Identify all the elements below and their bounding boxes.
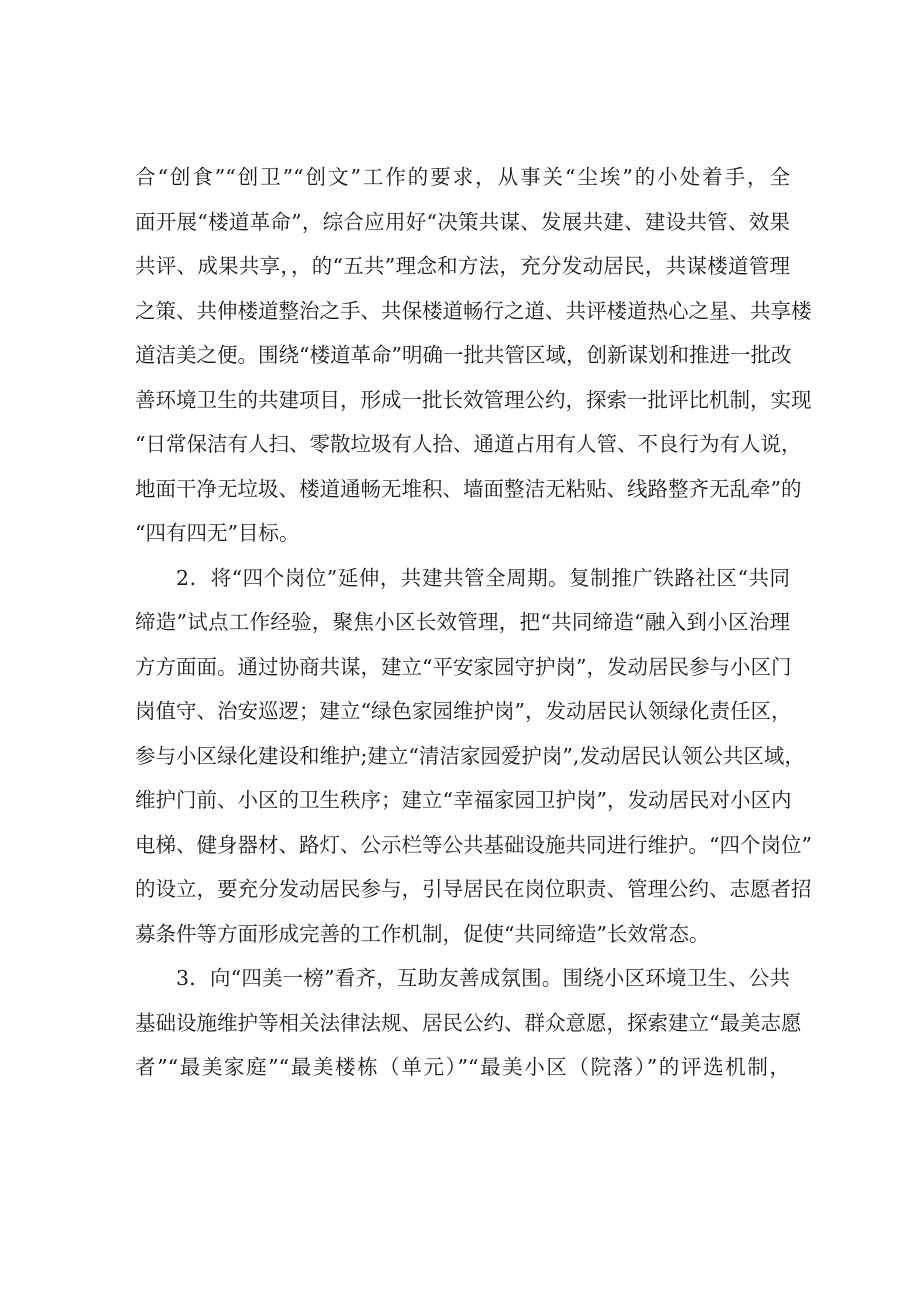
- text-line: 募条件等方面形成完善的工作机制，促使“共同缔造”长效常态。: [135, 921, 710, 946]
- text-line: 的设立，要充分发动居民参与，引导居民在岗位职责、管理公约、志愿者招: [135, 877, 812, 901]
- text-line: 共评、成果共享，，的“五共”理念和方法，充分发动居民，共谋楼道管理: [135, 254, 790, 278]
- text-line: 参与小区绿化建设和维护;建立“清洁家园爱护岗”,发动居民认领公共区域，: [135, 743, 805, 768]
- text-line: 面开展“楼道革命”，综合应用好“决策共谋、发展共建、建设共管、效果: [135, 209, 790, 234]
- text-line: 者”“最美家庭”“最美楼栋（单元）”“最美小区（院落）”的评选机制，: [135, 1055, 790, 1079]
- text-line: 3．向“四美一榜”看齐，互助友善成氛围。围绕小区环境卫生、公共: [176, 966, 790, 990]
- text-line: 合“创食”“创卫”“创文”工作的要求，从事关“尘埃”的小处着手，全: [135, 165, 790, 189]
- document-body: [135, 155, 812, 1090]
- text-line: 2．将“四个岗位”延伸，共建共管全周期。复制推广铁路社区“共同: [176, 565, 790, 590]
- text-line: 维护门前、小区的卫生秩序；建立“幸福家园卫护岗”，发动居民对小区内: [135, 788, 792, 812]
- text-line: 基础设施维护等相关法律法规、居民公约、群众意愿，探索建立“最美志愿: [135, 1010, 802, 1035]
- text-line: 道洁美之便。围绕“楼道革命”明确一批共管区域，创新谋划和推进一批改: [135, 343, 792, 367]
- text-line: 地面干净无垃圾、楼道通畅无堆积、墙面整洁无粘贴、线路整齐无乱牵”的: [135, 476, 802, 501]
- text-line: 之策、共伸楼道整治之手、共保楼道畅行之道、共评楼道热心之星、共享楼: [135, 298, 812, 323]
- paragraph-item-3: [135, 956, 802, 1090]
- text-line: “日常保洁有人扫、零散垃圾有人拾、通道占用有人管、不良行为有人说，: [135, 432, 802, 456]
- paragraph-continuation: [135, 155, 812, 556]
- text-line: 岗值守、治安巡逻；建立“绿色家园维护岗”，发动居民认领绿化责任区，: [135, 699, 792, 723]
- text-line: 缔造”试点工作经验，聚焦小区长效管理，把“共同缔造“融入到小区治理: [135, 610, 790, 634]
- paragraph-item-2: [135, 556, 812, 957]
- text-line: 方方面面。通过协商共谋，建立“平安家园守护岗”，发动居民参与小区门: [135, 654, 792, 679]
- text-line: 电梯、健身器材、路灯、公示栏等公共基础设施共同进行维护。“四个岗位”: [135, 832, 812, 857]
- text-line: “四有四无”目标。: [135, 521, 300, 545]
- text-line: 善环境卫生的共建项目，形成一批长效管理公约，探索一批评比机制，实现: [135, 387, 812, 412]
